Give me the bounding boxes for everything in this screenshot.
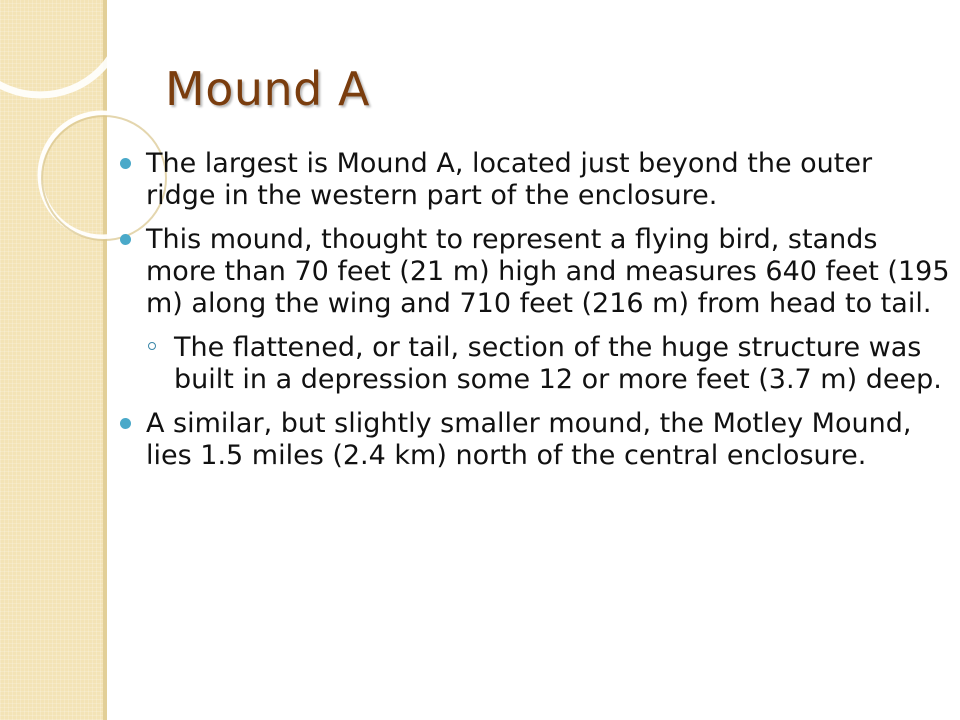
sub-bullet-text: The flattened, or tail, section of the huge structure was built in a depression some 12 or more feet (3.7 m) deep. (174, 332, 942, 395)
bullet-text: A similar, but slightly smaller mound, the Motley Mound, lies 1.5 miles (2.4 km) north of the central enclosure. (146, 408, 912, 471)
bullet-item (118, 148, 950, 212)
slide-title: Mound A (165, 62, 370, 116)
bullet-dot-icon (120, 234, 131, 245)
bullet-text: This mound, thought to represent a flying bird, stands more than 70 feet (21 m) high and measures 640 feet (195 m) along the wing and 710 feet (216 m) from head to tail. (146, 224, 950, 319)
bullet-item (118, 224, 950, 320)
decorative-circle-large (0, 0, 125, 95)
sub-bullet-item (118, 332, 950, 396)
bullet-dot-icon (120, 158, 131, 169)
bullet-dot-icon (120, 418, 131, 429)
sub-bullet-ring-icon (148, 342, 156, 350)
bullet-item (118, 408, 950, 472)
bullet-text: The largest is Mound A, located just beyond the outer ridge in the western part of the enclosure. (146, 148, 873, 211)
bullet-list (118, 148, 950, 484)
